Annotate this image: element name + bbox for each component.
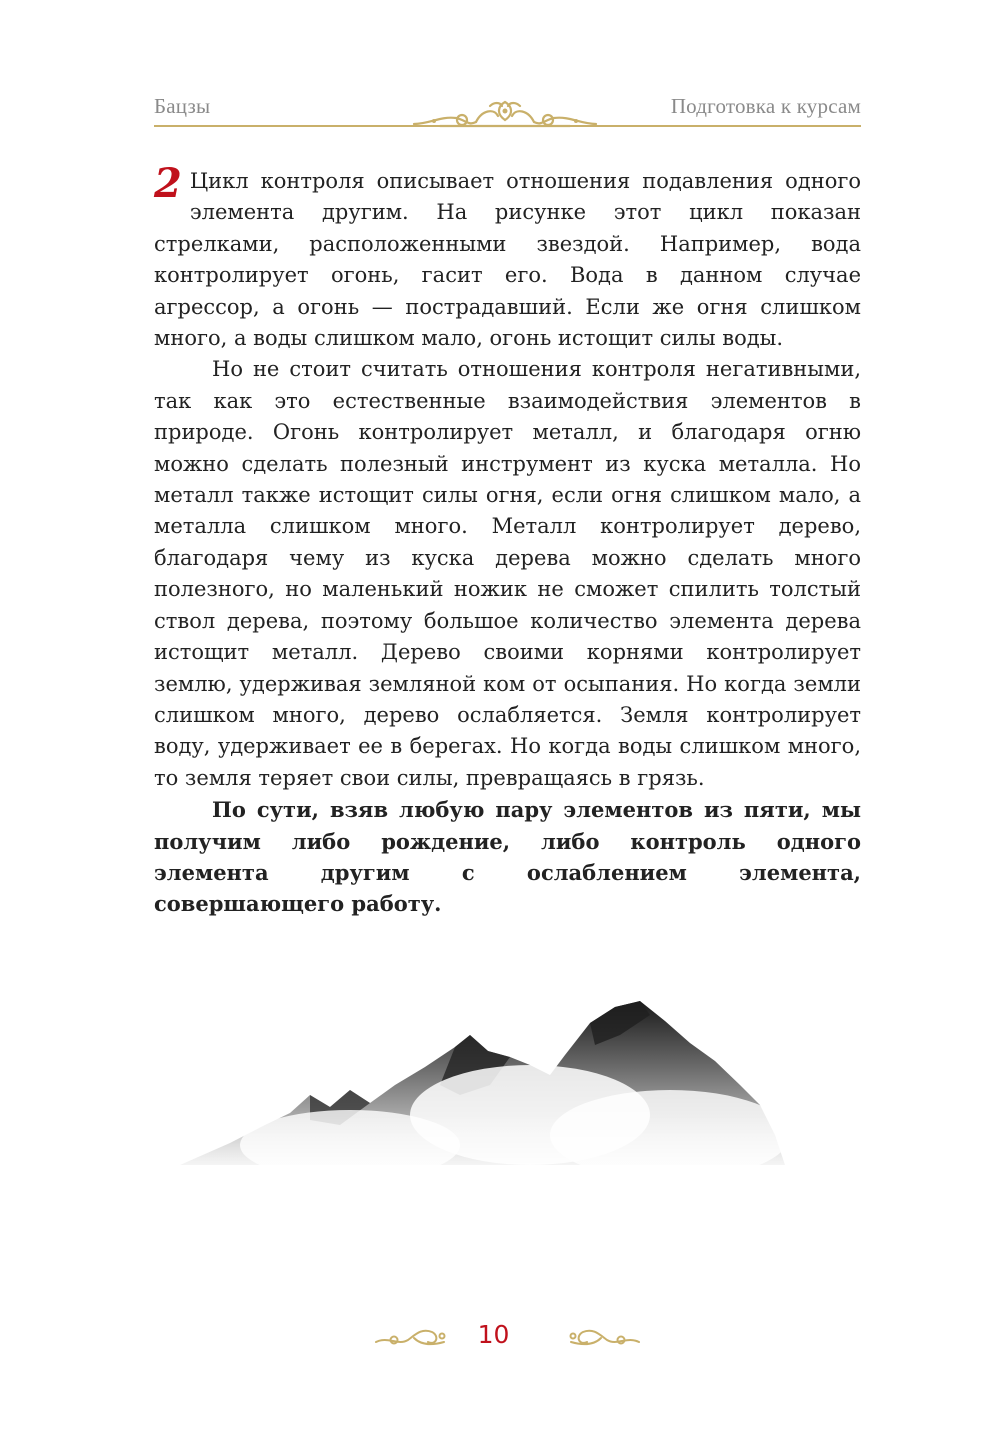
main-text: [154, 160, 861, 920]
running-head-right: Подготовка к курсам: [670, 94, 861, 118]
drop-cap: 2: [154, 160, 182, 207]
ink-mountains-illustration: [170, 995, 790, 1265]
paragraph-2: Но не стоит считать отношения контроля негативными, так как это естественные взаимодействия элементов в природе. Огонь контролирует металл, и благодаря огню можно сделать полезный инструмент из куска металла. Но металл также истощит силы огня, если огня слишком мало, а металла слишком много. Металл контролирует дерево, благодаря чему из куска дерева можно сделать много полезного, но маленький ножик не сможет спилить толстый ствол дерева, поэтому большое количество элемента дерева истощит металл. Дерево своими корнями контролирует землю, удерживая земляной ком от осыпания. Но когда земли слишком много, дерево ослабляется. Земля контролирует воду, удерживает ее в берегах. Но когда воды слишком много, то земля теряет свои силы, превращаясь в грязь.: [154, 357, 861, 790]
flourish-icon: [565, 1322, 641, 1350]
running-head-left: Бацзы: [154, 94, 211, 118]
page-number: 10: [477, 1320, 510, 1349]
scroll-ornament-icon: [410, 96, 600, 130]
paragraph-1-text: Цикл контроля описывает отношения подавления одного элемента другим. На рисунке этот цикл показан стрелками, расположенными звездой. Например, вода контролирует огонь, гасит его. Вода в данном случае агрессор, а огонь — пострадавший. Если же огня слишком много, а воды слишком мало, огонь истощит силы воды.: [154, 169, 861, 351]
paragraph-1: [154, 160, 861, 354]
paragraph-3: По сути, взяв любую пару элементов из пяти, мы получим либо рождение, либо контроль одного элемента другим с ослаблением элемента, совершающего работу.: [154, 797, 861, 917]
